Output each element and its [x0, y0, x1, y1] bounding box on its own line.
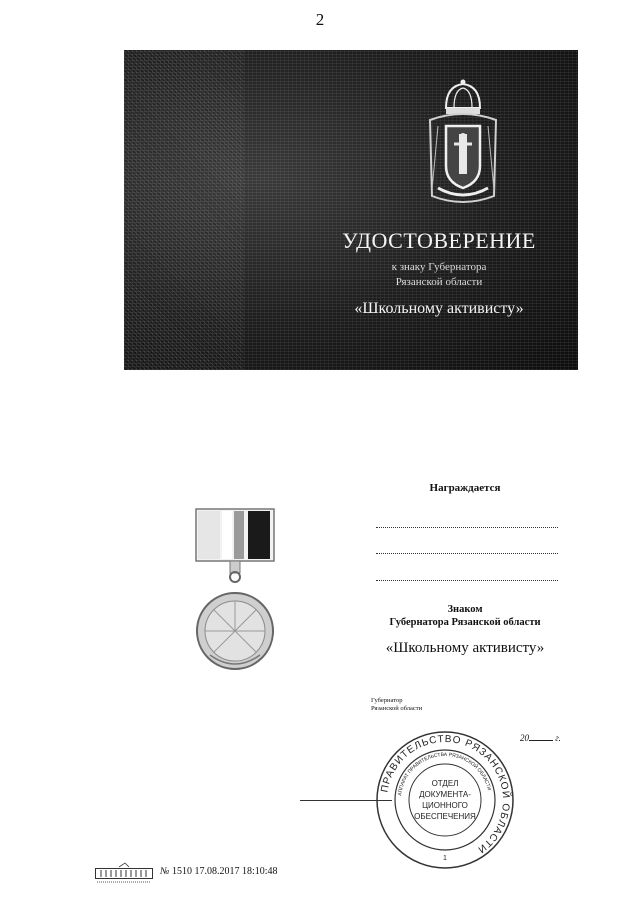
number-sign: №: [160, 866, 170, 877]
stamp-bottom-number: 1: [443, 855, 447, 862]
awarded-label: Награждается: [429, 482, 501, 494]
official-stamp: [375, 730, 515, 870]
governor-line-1: Губернатор: [371, 697, 403, 704]
cover-subtitle: [294, 260, 578, 290]
cover-quote: «Школьному активисту»: [354, 300, 524, 317]
stamp-center-line-4: ОБЕСПЕЧЕНИЯ: [414, 812, 476, 821]
stamp-inner-text: АППАРАТ ПРАВИТЕЛЬСТВА РЯЗАНСКОЙ ОБЛАСТИ: [397, 751, 492, 797]
medal-icon: [190, 505, 280, 685]
stamp-outer-text: ПРАВИТЕЛЬСТВО РЯЗАНСКОЙ ОБЛАСТИ: [379, 733, 512, 856]
sign-quote: «Школьному активисту»: [385, 640, 545, 656]
cover-subtitle-line-1: к знаку Губернатора: [391, 261, 487, 273]
name-line-3: [376, 580, 558, 581]
governor-signature-label: [371, 697, 422, 713]
name-line-1: [376, 527, 558, 528]
year-suffix: г.: [555, 733, 561, 743]
cover-text: [294, 228, 578, 318]
stamp-center-line-1: ОТДЕЛ: [431, 779, 459, 788]
sign-title-line-1: Знаком: [447, 604, 483, 615]
cover-subtitle-line-2: Рязанской области: [395, 276, 483, 288]
year-blank: [529, 740, 553, 741]
registration-number: 1510: [171, 866, 192, 877]
stamp-center-line-2: ДОКУМЕНТА-: [419, 790, 471, 799]
page-number: 2: [315, 10, 325, 29]
year-field: [520, 733, 561, 743]
registration-barcode-icon: [95, 862, 153, 884]
cover-title: УДОСТОВЕРЕНИЕ: [342, 228, 536, 253]
registration-footer: [160, 866, 278, 877]
governor-line-2: Рязанской области: [371, 705, 423, 712]
sign-title-line-2: Губернатора Рязанской области: [389, 617, 541, 628]
coat-of-arms-icon: [424, 78, 502, 208]
registration-datetime: 17.08.2017 18:10:48: [194, 866, 278, 877]
certificate-cover: [124, 50, 578, 370]
year-prefix: 20: [520, 733, 529, 743]
sign-title: [370, 603, 560, 629]
stamp-center-line-3: ЦИОННОГО: [422, 801, 468, 810]
name-line-2: [376, 553, 558, 554]
